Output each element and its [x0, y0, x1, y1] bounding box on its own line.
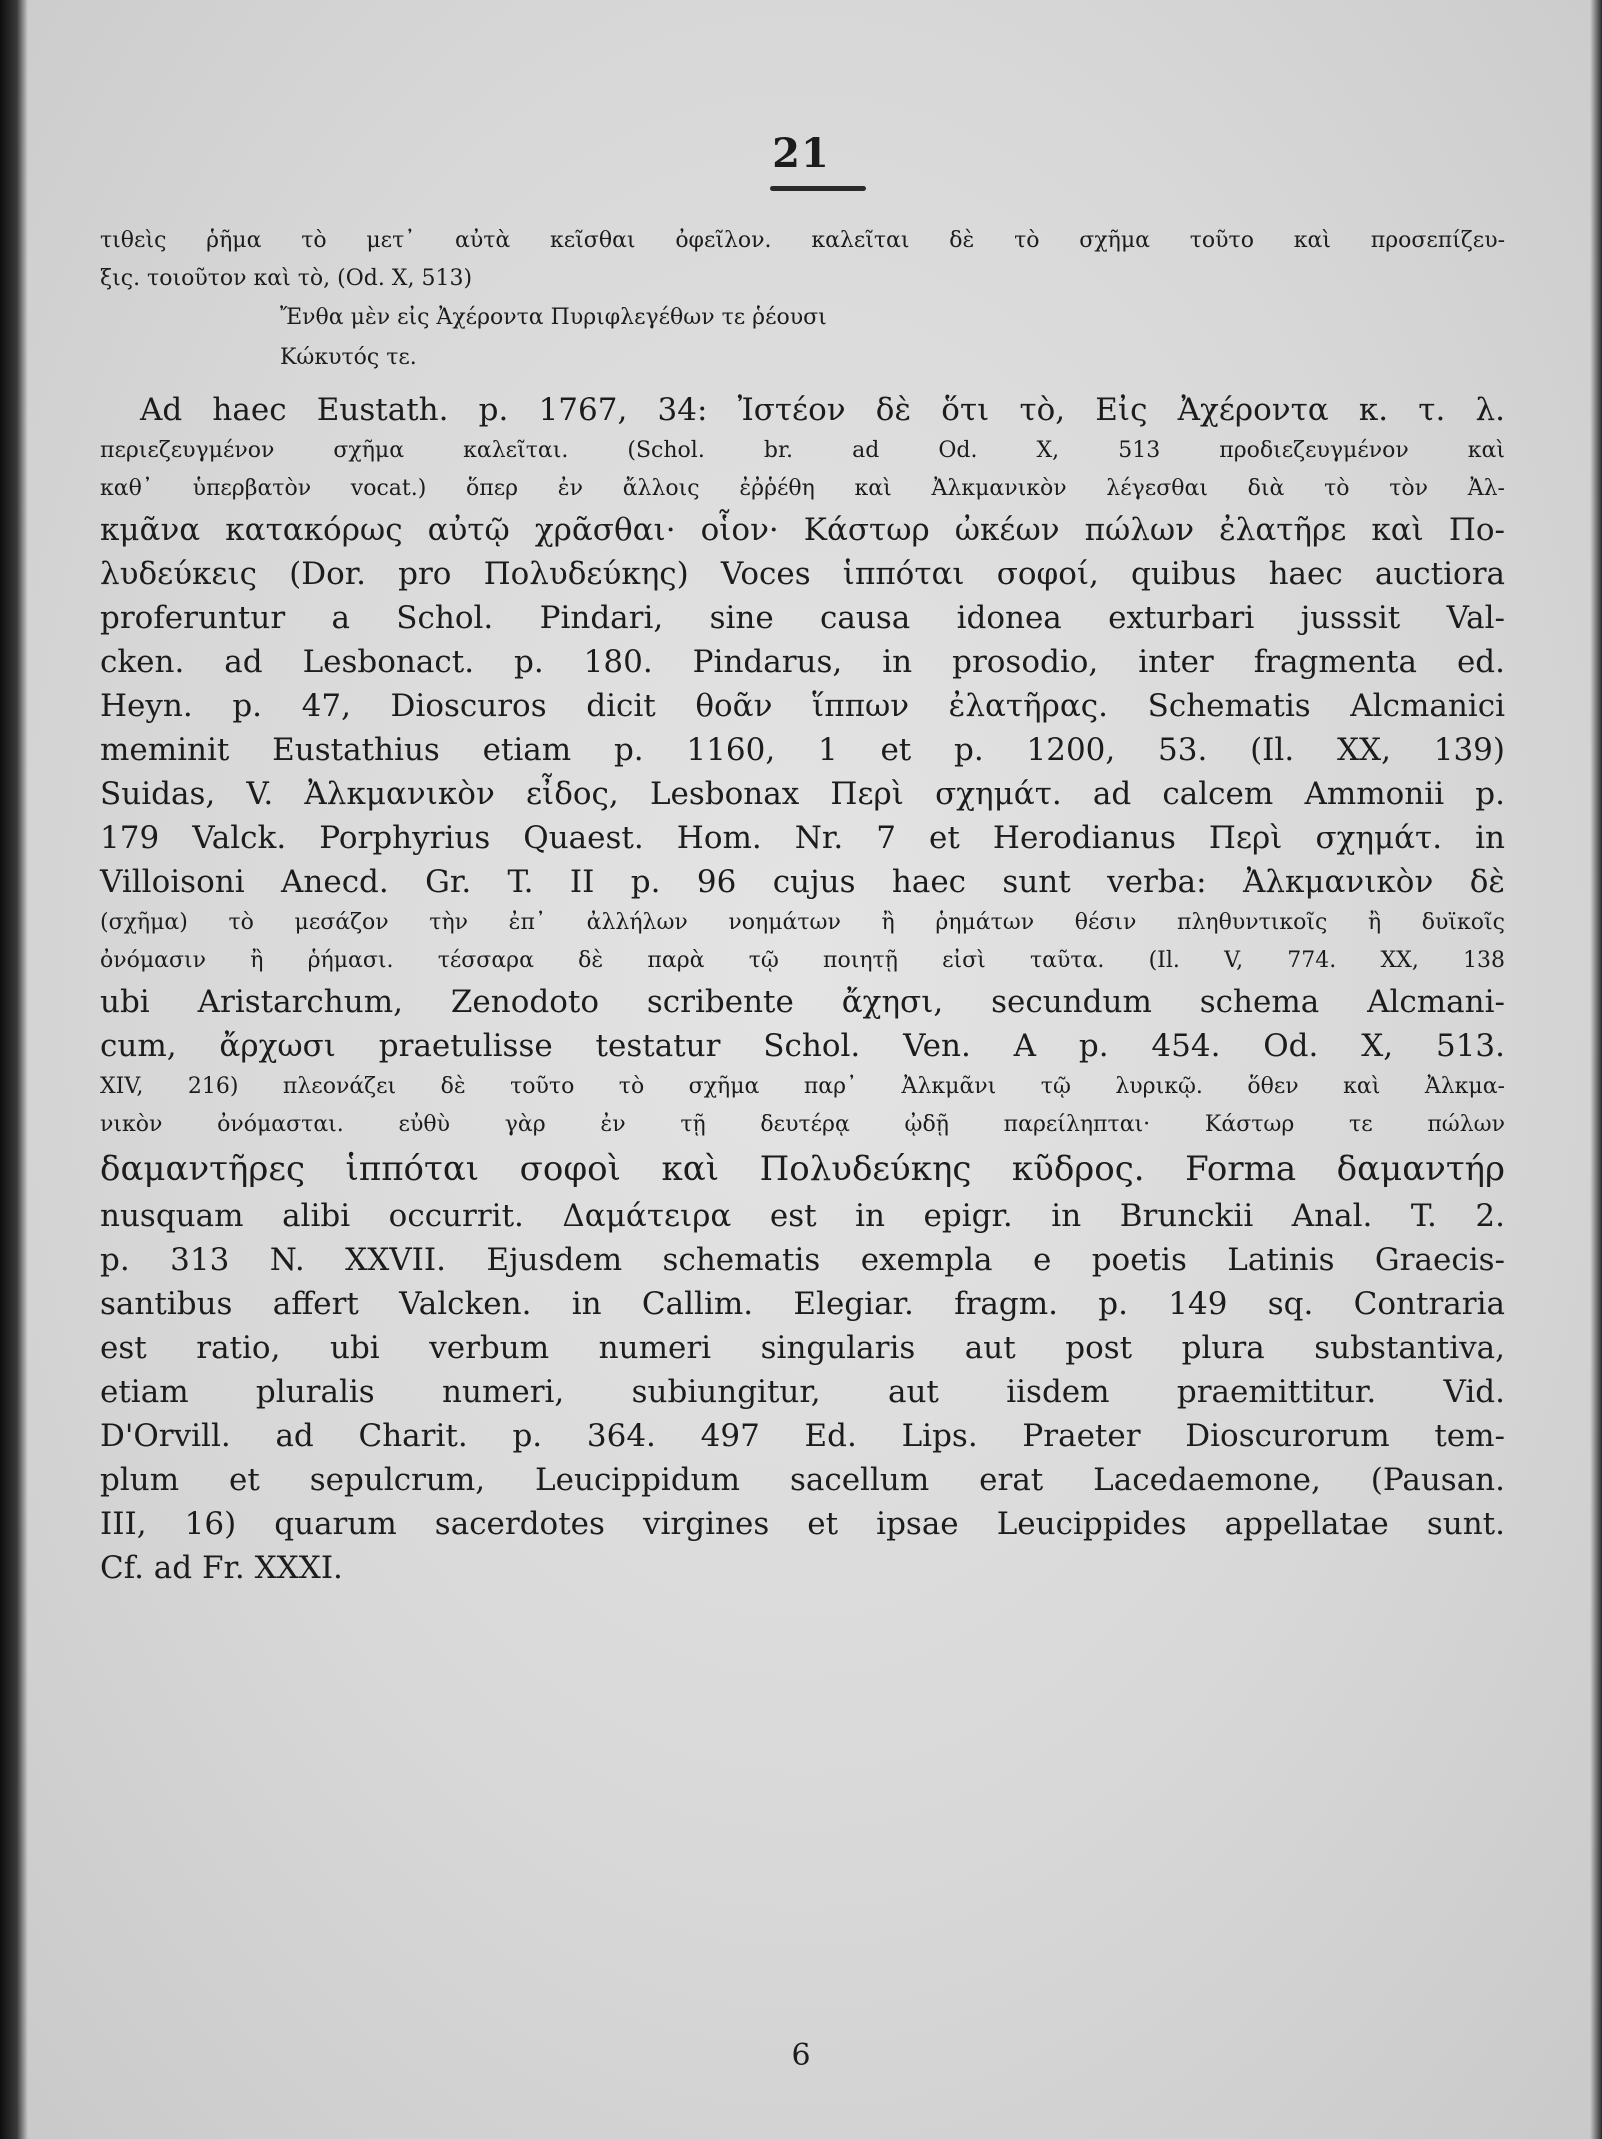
text-line: etiam pluralis numeri, subiungitur, aut iisdem praemittitur. Vid.	[100, 1374, 1505, 1410]
text-line: nusquam alibi occurrit. Δαμάτειρα est in epigr. in Brunckii Anal. T. 2.	[100, 1198, 1505, 1234]
text-line: ubi Aristarchum, Zenodoto scribente ἄχησι, secundum schema Alcmani-	[100, 984, 1505, 1020]
text-line: καθ᾽ ὑπερβατὸν vocat.) ὅπερ ἐν ἄλλοις ἐῤῥέθη καὶ Ἀλκμανικὸν λέγεσθαι διὰ τὸ τὸν Ἀλ-	[100, 476, 1505, 501]
text-line: est ratio, ubi verbum numeri singularis aut post plura substantiva,	[100, 1330, 1505, 1366]
text-line: D'Orvill. ad Charit. p. 364. 497 Ed. Lips. Praeter Dioscurorum tem-	[100, 1418, 1505, 1454]
text-line: ξις. τοιοῦτον καὶ τὸ, (Od. X, 513)	[100, 266, 473, 291]
text-line: δαμαντῆρες ἱππόται σοφοὶ καὶ Πολυδεύκης κῦδρος. Forma δαμαντήρ	[100, 1149, 1505, 1189]
text-line: p. 313 N. XXVII. Ejusdem schematis exempla e poetis Latinis Graecis-	[100, 1242, 1505, 1278]
page-number: 21	[772, 130, 830, 177]
text-line: XIV, 216) πλεονάζει δὲ τοῦτο τὸ σχῆμα παρ᾽ Ἀλκμᾶνι τῷ λυρικῷ. ὅθεν καὶ Ἀλκμα-	[100, 1074, 1505, 1099]
text-line: ὀνόμασιν ἢ ῥήμασι. τέσσαρα δὲ παρὰ τῷ ποιητῇ εἰσὶ ταῦτα. (Il. V, 774. XX, 138	[100, 948, 1505, 973]
text-line: νικὸν ὀνόμασται. εὐθὺ γὰρ ἐν τῇ δευτέρᾳ ᾠδῇ παρείληπται· Κάστωρ τε πώλων	[100, 1112, 1505, 1137]
text-line: 179 Valck. Porphyrius Quaest. Hom. Nr. 7 et Herodianus Περὶ σχημάτ. in	[100, 820, 1505, 856]
text-line: cum, ἄρχωσι praetulisse testatur Schol. Ven. A p. 454. Od. X, 513.	[100, 1028, 1505, 1064]
text-line: cken. ad Lesbonact. p. 180. Pindarus, in prosodio, inter fragmenta ed.	[100, 644, 1505, 680]
text-line: meminit Eustathius etiam p. 1160, 1 et p. 1200, 53. (Il. XX, 139)	[100, 732, 1505, 768]
page-body	[100, 222, 1505, 1590]
text-line: proferuntur a Schol. Pindari, sine causa idonea exturbari jusssit Val-	[100, 600, 1505, 636]
text-line: τιθεὶς ῥῆμα τὸ μετ᾽ αὐτὰ κεῖσθαι ὀφεῖλον. καλεῖται δὲ τὸ σχῆμα τοῦτο καὶ προσεπίζευ-	[100, 228, 1505, 253]
text-line: santibus affert Valcken. in Callim. Elegiar. fragm. p. 149 sq. Contraria	[100, 1286, 1505, 1322]
text-line: III, 16) quarum sacerdotes virgines et ipsae Leucippides appellatae sunt.	[100, 1506, 1505, 1542]
text-line: (σχῆμα) τὸ μεσάζον τὴν ἐπ᾽ ἀλλήλων νοημάτων ἢ ῥημάτων θέσιν πληθυντικοῖς ἢ δυϊκοῖς	[100, 910, 1505, 935]
text-line: Villoisoni Anecd. Gr. T. II p. 96 cujus haec sunt verba: Ἀλκμανικὸν δὲ	[100, 864, 1505, 900]
text-line: Suidas, V. Ἀλκμανικὸν εἶδος, Lesbonax Περὶ σχημάτ. ad calcem Ammonii p.	[100, 776, 1505, 812]
text-line: Ad haec Eustath. p. 1767, 34: Ἰστέον δὲ ὅτι τὸ, Εἰς Ἀχέροντα κ. τ. λ.	[140, 392, 1505, 428]
verse-line: Ἔνθα μὲν εἰς Ἀχέροντα Πυριφλεγέθων τε ῥέουσι	[280, 305, 827, 330]
text-line: λυδεύκεις (Dor. pro Πολυδεύκης) Voces ἱππόται σοφοί, quibus haec auctiora	[100, 556, 1505, 592]
text-line: plum et sepulcrum, Leucippidum sacellum erat Lacedaemone, (Pausan.	[100, 1462, 1505, 1498]
text-line: κμᾶνα κατακόρως αὐτῷ χρᾶσθαι· οἷον· Κάστωρ ὠκέων πώλων ἐλατῆρε καὶ Πο-	[100, 512, 1505, 548]
text-line: Cf. ad Fr. XXXI.	[100, 1550, 343, 1586]
text-line: περιεζευγμένον σχῆμα καλεῖται. (Schol. br. ad Od. X, 513 προδιεζευγμένον καὶ	[100, 438, 1505, 463]
verse-line: Κώκυτός τε.	[280, 345, 417, 370]
text-line: Heyn. p. 47, Dioscuros dicit θοᾶν ἵππων ἐλατῆρας. Schematis Alcmanici	[100, 688, 1505, 724]
signature-mark: 6	[791, 2038, 811, 2073]
page-number-ornament	[770, 186, 866, 191]
